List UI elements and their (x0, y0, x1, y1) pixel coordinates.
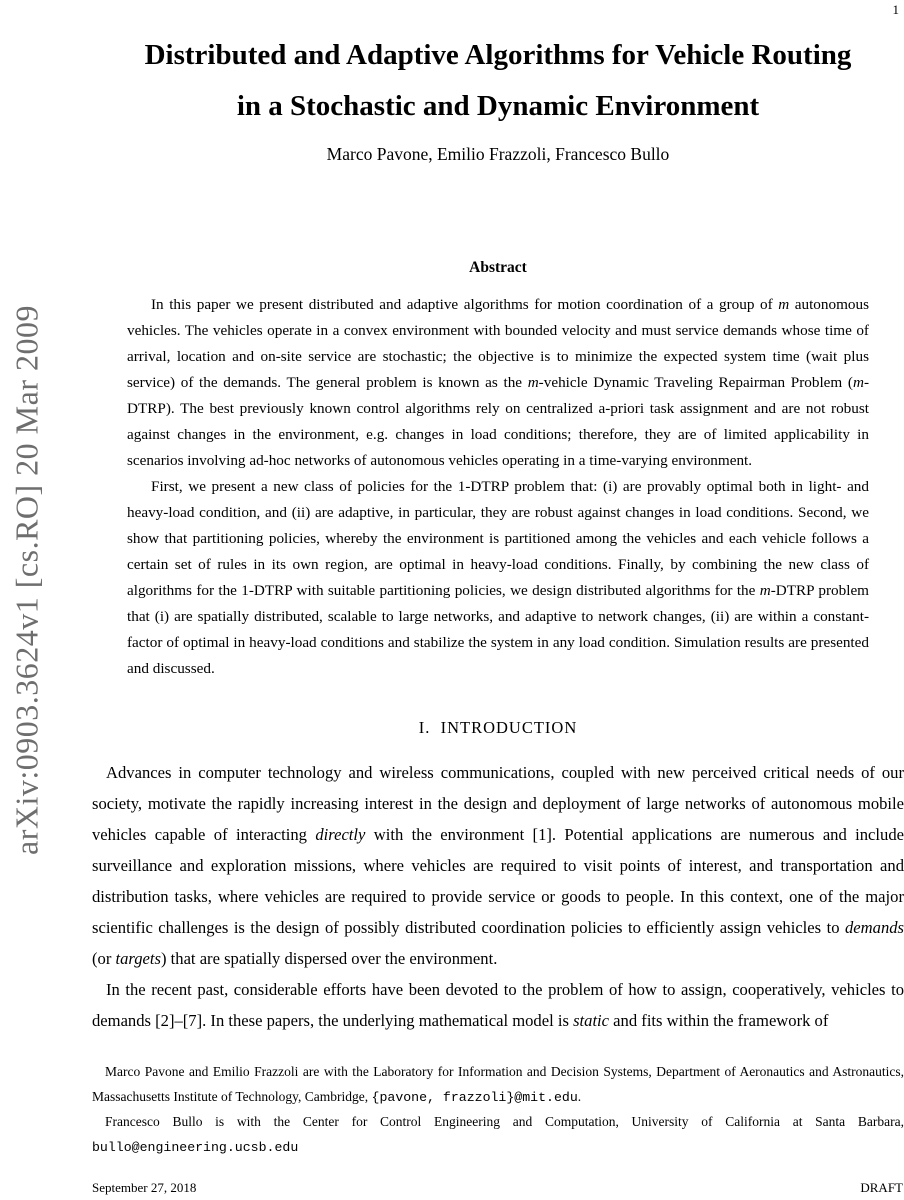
authors-line: Marco Pavone, Emilio Frazzoli, Francesco Bullo (326, 144, 670, 164)
footer-draft-label: DRAFT (860, 1180, 903, 1195)
abstract-heading: Abstract (469, 259, 527, 276)
paper-title (92, 30, 904, 132)
monospace-text: {pavone, frazzoli}@mit.edu (371, 1089, 578, 1105)
italic-text: m (852, 374, 864, 391)
footnote-block (92, 1060, 904, 1160)
arxiv-watermark: arXiv:0903.3624v1 [cs.RO] 20 Mar 2009 (8, 305, 45, 855)
title-line-1: Distributed and Adaptive Algorithms for Vehicle Routing (144, 39, 852, 71)
introduction-body (92, 757, 904, 1036)
paragraph: First, we present a new class of policies for the 1-DTRP problem that: (i) are provably optimal both in light- and heavy-load condition, and (ii) are adaptive, in particular, they are robust against changes in load conditions. Second, we show that partitioning policies, whereby the environment is partitioned among the vehicles and each vehicle follows a certain set of rules in its own region, are optimal in heavy-load conditions. Finally, by combining the new class of algorithms for the 1-DTRP with suitable partitioning policies, we design distributed algorithms for the m-DTRP problem that (i) are spatially distributed, scalable to large networks, and adaptive to network changes, (ii) are within a constant-factor of optimal in heavy-load conditions and stabilize the system in any load condition. Simulation results are presented and discussed. (127, 478, 869, 677)
section-heading-introduction: I. INTRODUCTION (418, 718, 578, 737)
italic-text: static (573, 1011, 610, 1030)
abstract-body (127, 292, 869, 682)
italic-text: m (759, 582, 771, 599)
monospace-text: bullo@engineering.ucsb.edu (92, 1139, 299, 1155)
page-number: 1 (892, 2, 899, 17)
paragraph: Advances in computer technology and wireless communications, coupled with new perceived critical needs of our society, motivate the rapidly increasing interest in the design and deployment of large networks of autonomous mobile vehicles capable of interacting directly with the environment [1]. Potential applications are numerous and include surveillance and exploration missions, where vehicles are required to visit points of interest, and transportation and distribution tasks, where vehicles are required to provide service or goods to people. In this context, one of the major scientific challenges is the design of possibly distributed coordination policies to efficiently assign vehicles to demands (or targets) that are spatially dispersed over the environment. (92, 763, 904, 968)
paragraph: Marco Pavone and Emilio Frazzoli are with the Laboratory for Information and Decision Systems, Department of Aeronautics and Astronautics, Massachusetts Institute of Technology, Cambridge, {pavone, frazzoli}@mit.edu. (92, 1064, 904, 1105)
italic-text: m (778, 296, 790, 313)
title-line-2: in a Stochastic and Dynamic Environment (236, 90, 760, 122)
paragraph: In the recent past, considerable efforts have been devoted to the problem of how to assign, cooperatively, vehicles to demands [2]–[7]. In these papers, the underlying mathematical model is static and fits within the framework of (92, 980, 904, 1030)
page-content (92, 0, 904, 1160)
italic-text: demands (845, 918, 904, 937)
page-footer (92, 1180, 903, 1196)
italic-text: targets (115, 949, 161, 968)
paragraph: Francesco Bullo is with the Center for Control Engineering and Computation, University of California at Santa Barbara, bullo@engineering.ucsb.edu (92, 1114, 904, 1155)
italic-text: m (527, 374, 539, 391)
paragraph: In this paper we present distributed and adaptive algorithms for motion coordination of a group of m autonomous vehicles. The vehicles operate in a convex environment with bounded velocity and must service demands whose time of arrival, location and on-site service are stochastic; the objective is to minimize the expected system time (wait plus service) of the demands. The general problem is known as the m-vehicle Dynamic Traveling Repairman Problem (m-DTRP). The best previously known control algorithms rely on centralized a-priori task assignment and are not robust against changes in the environment, e.g. changes in load conditions; therefore, they are of limited applicability in scenarios involving ad-hoc networks of autonomous vehicles operating in a time-varying environment. (127, 296, 869, 469)
footer-date: September 27, 2018 (92, 1180, 197, 1195)
italic-text: directly (315, 825, 366, 844)
